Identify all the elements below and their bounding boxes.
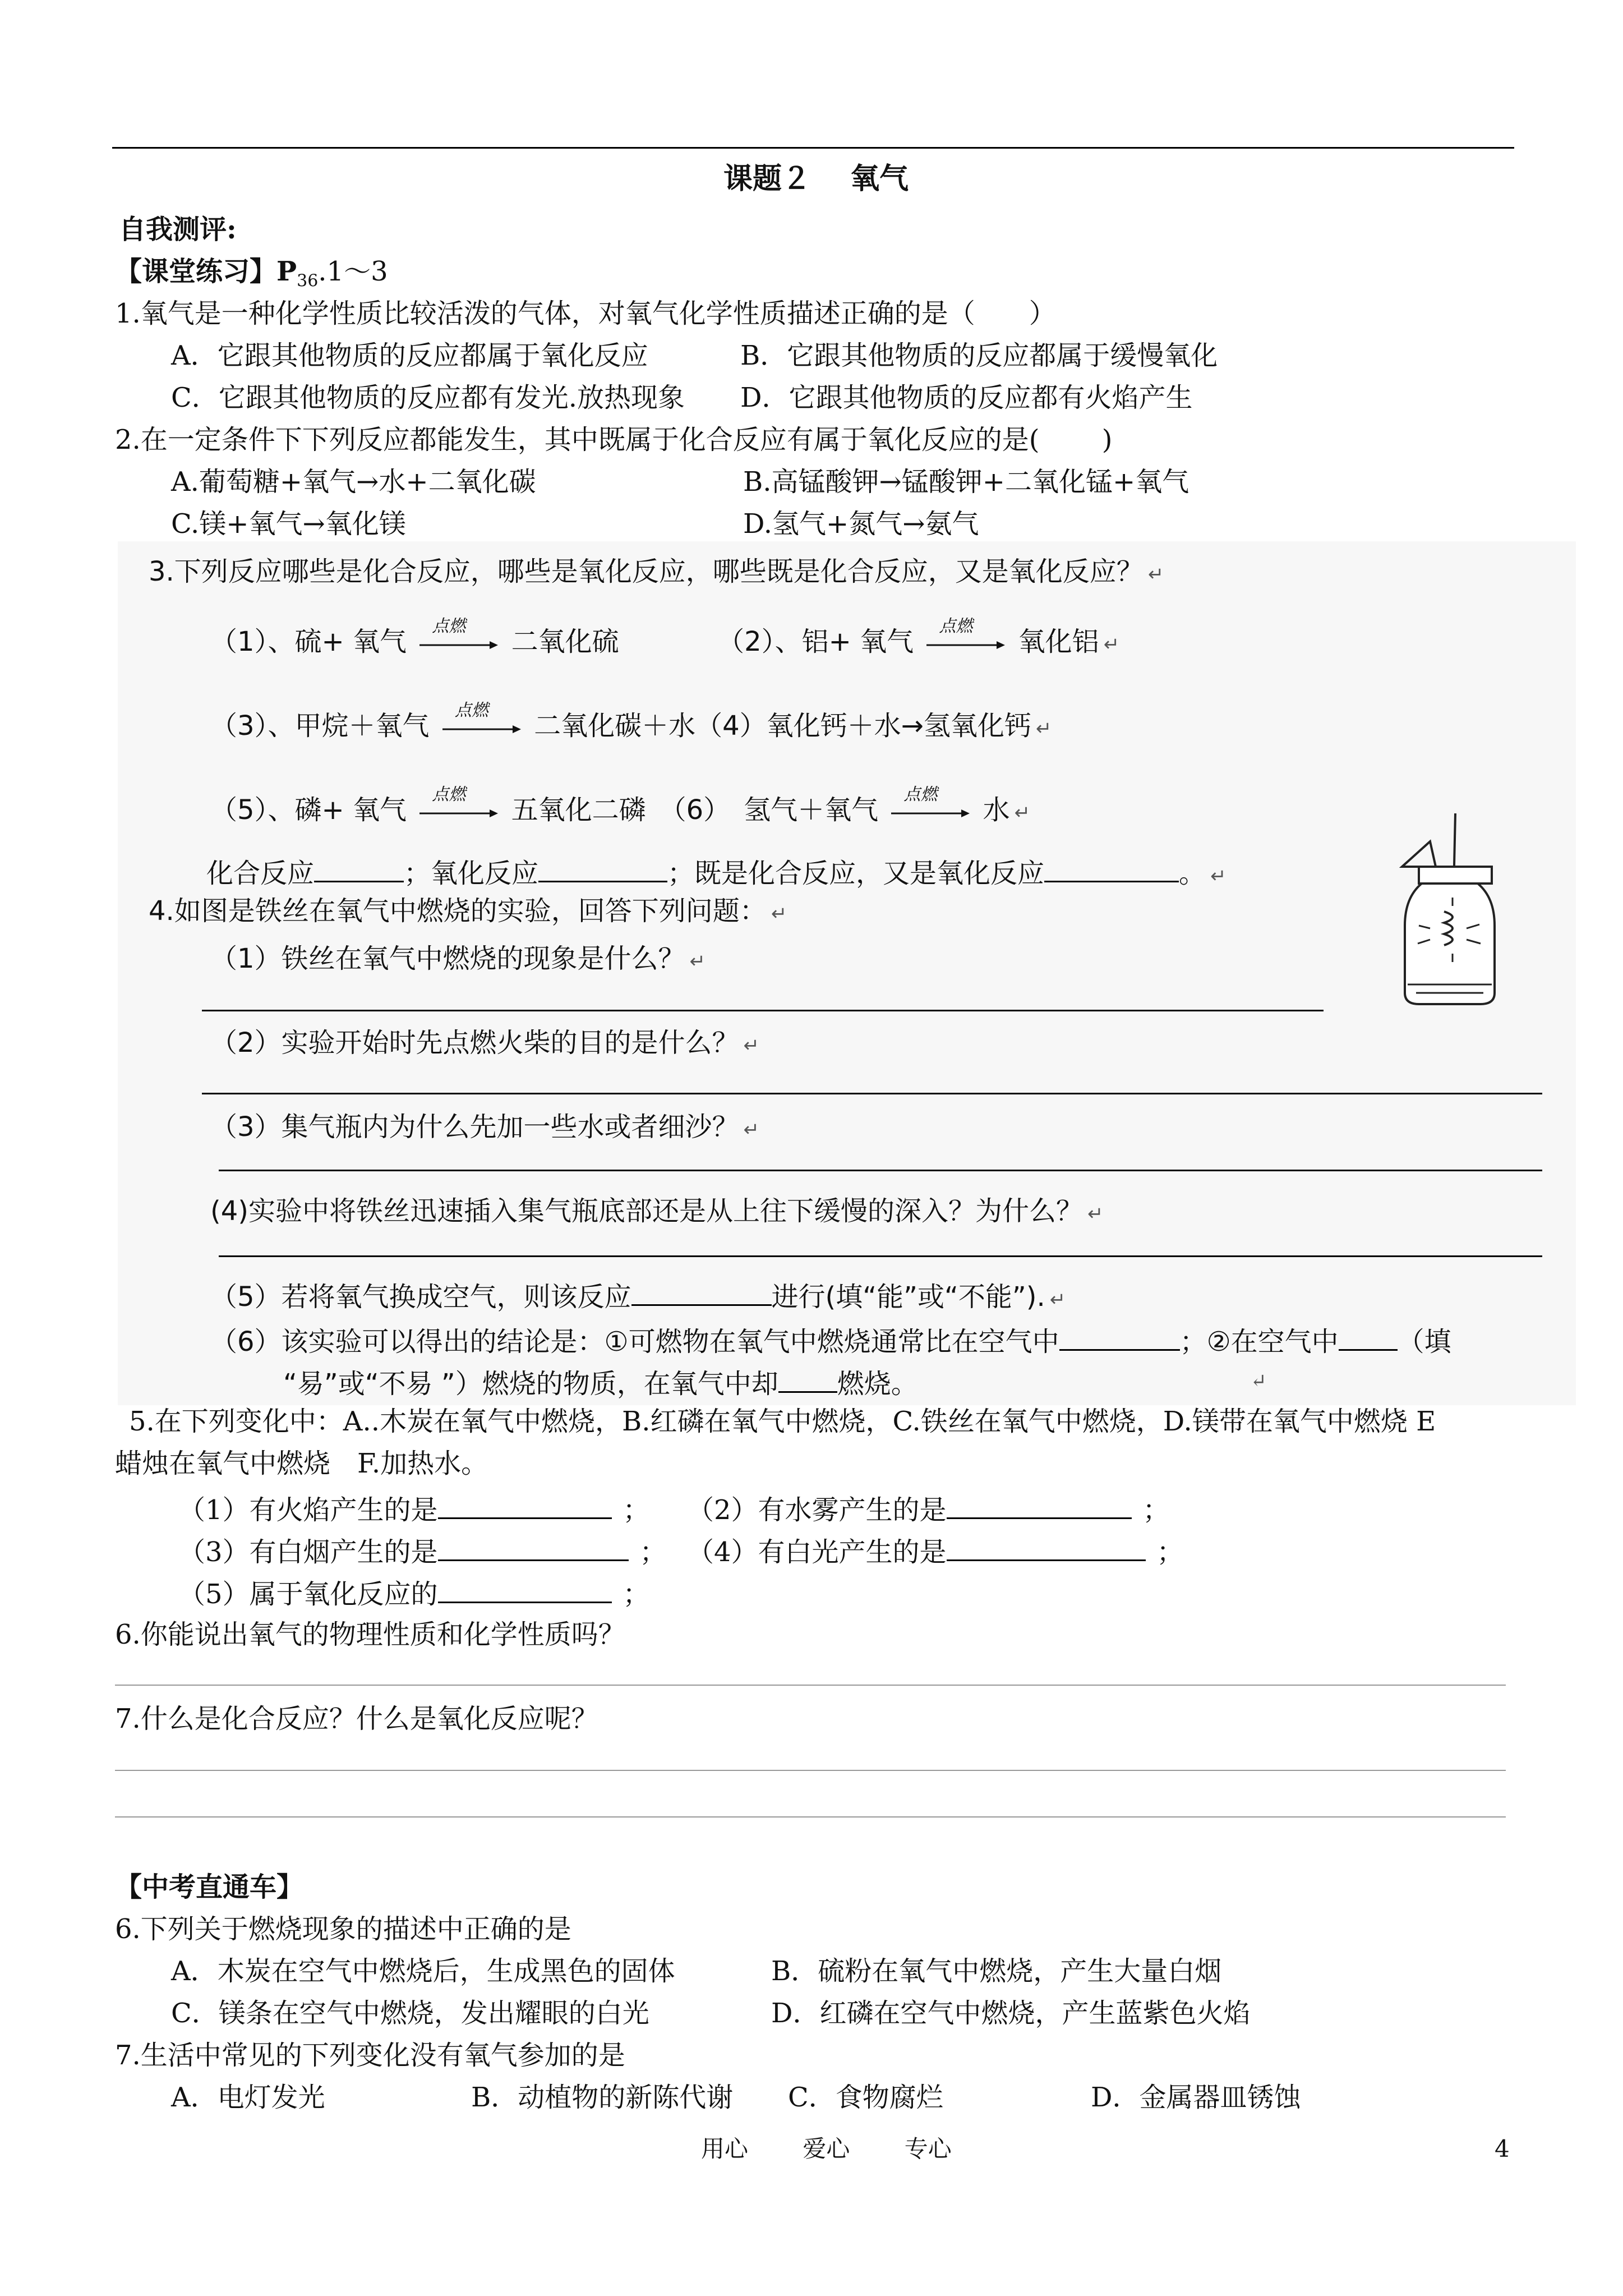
q4-sub-2-text: （2）实验开始时先点燃火柴的目的是什么？	[210, 1027, 739, 1059]
return-mark-icon: ↵	[1251, 1370, 1267, 1392]
iron-wire-jar-illustration	[1396, 813, 1503, 1010]
class-practice-heading	[115, 258, 388, 290]
reaction-5-reactants: （5）、磷+ 氧气	[210, 794, 407, 826]
q5-stem-cont: 蜡烛在氧气中燃烧 F.加热水。	[115, 1448, 488, 1479]
q5-part-2-blank[interactable]	[947, 1495, 1132, 1519]
q4-answer-line-3[interactable]	[219, 1170, 1542, 1171]
q4-sub-1	[210, 945, 706, 972]
q6-answer-line[interactable]	[115, 1685, 1506, 1686]
reaction-3-reactants: （3）、甲烷＋氧气	[210, 710, 430, 742]
q5-part-2-text: （2）有水雾产生的是	[687, 1494, 947, 1526]
q4-answer-line-2[interactable]	[202, 1093, 1542, 1094]
q5-part-1-blank[interactable]	[438, 1495, 612, 1519]
q4-sub-6-cont	[283, 1368, 918, 1400]
reaction-6-product: 水	[983, 794, 1010, 826]
answer-oxidation-label: ；氧化反应	[404, 858, 539, 889]
return-mark-icon: ↵	[1049, 1289, 1066, 1311]
arrow-condition: 点燃	[454, 701, 488, 720]
page-title: 课题２ 氧气	[723, 162, 909, 196]
arrow-condition: 点燃	[432, 616, 466, 636]
q7-answer-line-2[interactable]	[115, 1816, 1506, 1818]
exam-q7-stem: 7.生活中常见的下列变化没有氧气参加的是	[115, 2040, 625, 2071]
q5-part-1	[178, 1495, 650, 1524]
q5-part-3-text: （3）有白烟产生的是	[178, 1536, 438, 1568]
q1-option-b: B．它跟其他物质的反应都属于缓慢氧化	[740, 340, 1218, 371]
return-mark-icon: ↵	[771, 903, 787, 925]
return-mark-icon: ↵	[1035, 717, 1052, 740]
q5-semicolon: ；	[1142, 1494, 1170, 1526]
q3-reaction-row-1	[210, 616, 1120, 657]
q5-part-3-blank[interactable]	[438, 1537, 629, 1561]
self-eval-heading: 自我测评:	[119, 214, 237, 245]
q3-answer-row	[206, 858, 1227, 887]
q4-sub-3-text: （3）集气瓶内为什么先加一些水或者细沙？	[210, 1111, 739, 1143]
q2-option-b: B.高锰酸钾→锰酸钾+二氧化锰+氧气	[743, 466, 1189, 498]
q5-part-2	[687, 1495, 1170, 1524]
class-practice-label: 【课堂练习】P	[115, 256, 297, 287]
return-mark-icon: ↵	[1147, 563, 1164, 586]
q5-semicolon: ；	[639, 1536, 667, 1568]
q4-sub-4	[210, 1195, 1104, 1227]
page-number: 4	[1495, 2135, 1510, 2162]
exam-q7-option-b: B．动植物的新陈代谢	[471, 2082, 734, 2113]
q4-sub-6-blank-2[interactable]	[1339, 1327, 1398, 1351]
reaction-1-product: 二氧化硫	[511, 626, 619, 657]
reaction-2-product: 氧化铝	[1018, 626, 1099, 657]
q5-part-4-blank[interactable]	[947, 1537, 1146, 1561]
q1-option-d: D．它跟其他物质的反应都有火焰产生	[740, 382, 1193, 413]
q4-answer-line-4[interactable]	[219, 1255, 1542, 1257]
q4-sub-6-text: （6）该实验可以得出的结论是：①可燃物在氧气中燃烧通常比在空气中	[210, 1326, 1059, 1358]
class-practice-sub: 36	[297, 271, 319, 291]
exam-q6-option-a: A．木炭在空气中燃烧后，生成黑色的固体	[171, 1955, 675, 1987]
reaction-arrow	[419, 785, 498, 825]
arrow-condition: 点燃	[432, 785, 466, 804]
q5-stem: 5.在下列变化中：A..木炭在氧气中燃烧，B.红磷在氧气中燃烧，C.铁丝在氧气中燃烧，D.镁带在氧气中燃烧 E	[129, 1406, 1436, 1437]
reaction-3-4-text: 二氧化碳＋水（4）氧化钙＋水→氢氧化钙	[534, 710, 1031, 742]
q4-sub-6-text-2: ；②在空气中	[1179, 1326, 1339, 1358]
exam-q7-option-d: D．金属器皿锈蚀	[1091, 2082, 1301, 2113]
q4-sub-5-text: （5）若将氧气换成空气，则该反应	[210, 1281, 631, 1313]
q4-stem	[149, 895, 787, 927]
arrow-condition: 点燃	[939, 616, 973, 636]
q2-option-c: C.镁+氧气→氧化镁	[171, 508, 406, 540]
q3-reaction-row-2	[210, 701, 1052, 742]
q4-sub-6-text-3: （填	[1397, 1326, 1451, 1358]
q4-sub-4-text: (4)实验中将铁丝迅速插入集气瓶底部还是从上往下缓慢的深入？为什么？	[210, 1195, 1083, 1227]
q4-stem-text: 4.如图是铁丝在氧气中燃烧的实验，回答下列问题：	[149, 895, 767, 927]
footer-motto: 用心 爱心 专心	[701, 2135, 952, 2162]
q4-sub-2	[210, 1027, 760, 1059]
q4-sub-6-text-5: 燃烧。	[837, 1368, 918, 1400]
q5-semicolon: ；	[1156, 1536, 1184, 1568]
return-mark-icon: ↵	[743, 1119, 760, 1141]
exam-q6-option-d: D．红磷在空气中燃烧，产生蓝紫色火焰	[771, 1998, 1251, 2029]
q7-answer-line-1[interactable]	[115, 1770, 1506, 1771]
reaction-2-reactants: （2）、铝+ 氧气	[717, 626, 914, 657]
return-mark-icon: ↵	[1087, 1203, 1104, 1225]
return-mark-icon: ↵	[743, 1034, 760, 1057]
q4-sub-6-blank-3[interactable]	[778, 1369, 837, 1393]
q2-option-a: A.葡萄糖+氧气→水+二氧化碳	[171, 466, 536, 498]
q4-sub-1-text: （1）铁丝在氧气中燃烧的现象是什么？	[210, 943, 685, 974]
class-practice-range: .1～3	[318, 256, 388, 287]
return-mark-icon: ↵	[1210, 865, 1227, 887]
q4-sub-5-tail: 进行(填“能”或“不能”).	[771, 1281, 1045, 1313]
q5-part-5-blank[interactable]	[438, 1579, 612, 1603]
q1-stem: 1.氧气是一种化学性质比较活泼的气体，对氧气化学性质描述正确的是（ ）	[115, 298, 1056, 329]
exam-q7-option-a: A．电灯发光	[171, 2082, 325, 2113]
answer-period: 。	[1179, 858, 1206, 889]
reaction-1-reactants: （1）、硫+ 氧气	[210, 626, 407, 657]
q2-stem: 2.在一定条件下下列反应都能发生，其中既属于化合反应有属于氧化反应的是( )	[115, 424, 1113, 455]
arrow-condition: 点燃	[903, 785, 938, 804]
return-mark-icon: ↵	[689, 950, 706, 973]
answer-oxidation-blank[interactable]	[538, 858, 667, 882]
q4-sub-5	[210, 1281, 1066, 1313]
answer-both-blank[interactable]	[1044, 858, 1179, 882]
q5-part-5	[178, 1579, 650, 1608]
q5-part-4-text: （4）有白光产生的是	[687, 1536, 947, 1568]
reaction-arrow	[419, 616, 498, 656]
q3-stem-text: 3.下列反应哪些是化合反应，哪些是氧化反应，哪些既是化合反应，又是氧化反应？	[149, 556, 1144, 587]
return-mark-icon: ↵	[1014, 802, 1031, 824]
q5-part-5-text: （5）属于氧化反应的	[178, 1579, 438, 1610]
answer-combination-label: 化合反应	[206, 858, 315, 889]
q7-stem: 7.什么是化合反应？什么是氧化反应呢？	[115, 1703, 598, 1734]
answer-combination-blank[interactable]	[314, 858, 404, 882]
q4-sub-5-blank[interactable]	[631, 1282, 772, 1306]
header-rule	[112, 147, 1514, 149]
q5-part-1-text: （1）有火焰产生的是	[178, 1494, 438, 1526]
q4-sub-6-blank-1[interactable]	[1059, 1327, 1180, 1351]
q6-stem: 6.你能说出氧气的物理性质和化学性质吗？	[115, 1619, 625, 1650]
q5-semicolon: ；	[623, 1494, 650, 1526]
q4-sub-3	[210, 1111, 760, 1143]
q5-part-4	[687, 1537, 1184, 1566]
exam-section-heading: 【中考直通车】	[115, 1871, 304, 1903]
q3-reaction-row-3	[210, 785, 1031, 826]
q4-sub-6	[210, 1326, 1451, 1358]
reaction-arrow	[442, 701, 521, 740]
q4-sub-6-text-4: “易”或“不易 ”）燃烧的物质，在氧气中却	[283, 1368, 778, 1400]
q1-option-a: A．它跟其他物质的反应都属于氧化反应	[171, 340, 648, 371]
reaction-5-6-text: 五氧化二磷 （6） 氢气＋氧气	[511, 794, 879, 826]
q3-stem	[149, 558, 1164, 585]
q1-option-c: C．它跟其他物质的反应都有发光.放热现象	[171, 382, 685, 413]
return-mark-icon: ↵	[1103, 633, 1120, 656]
q2-option-d: D.氢气+氮气→氨气	[743, 508, 979, 540]
exam-q6-option-b: B．硫粉在氧气中燃烧，产生大量白烟	[771, 1955, 1222, 1987]
reaction-arrow	[891, 785, 970, 825]
reaction-arrow	[926, 616, 1005, 656]
exam-q7-option-c: C．食物腐烂	[788, 2082, 943, 2113]
q5-semicolon: ；	[623, 1579, 650, 1610]
q5-part-3	[178, 1537, 667, 1566]
exam-q6-option-c: C．镁条在空气中燃烧，发出耀眼的白光	[171, 1998, 649, 2029]
q4-answer-line-1[interactable]	[202, 1010, 1324, 1011]
exam-q6-stem: 6.下列关于燃烧现象的描述中正确的是	[115, 1913, 571, 1945]
answer-both-label: ；既是化合反应，又是氧化反应	[667, 858, 1045, 889]
